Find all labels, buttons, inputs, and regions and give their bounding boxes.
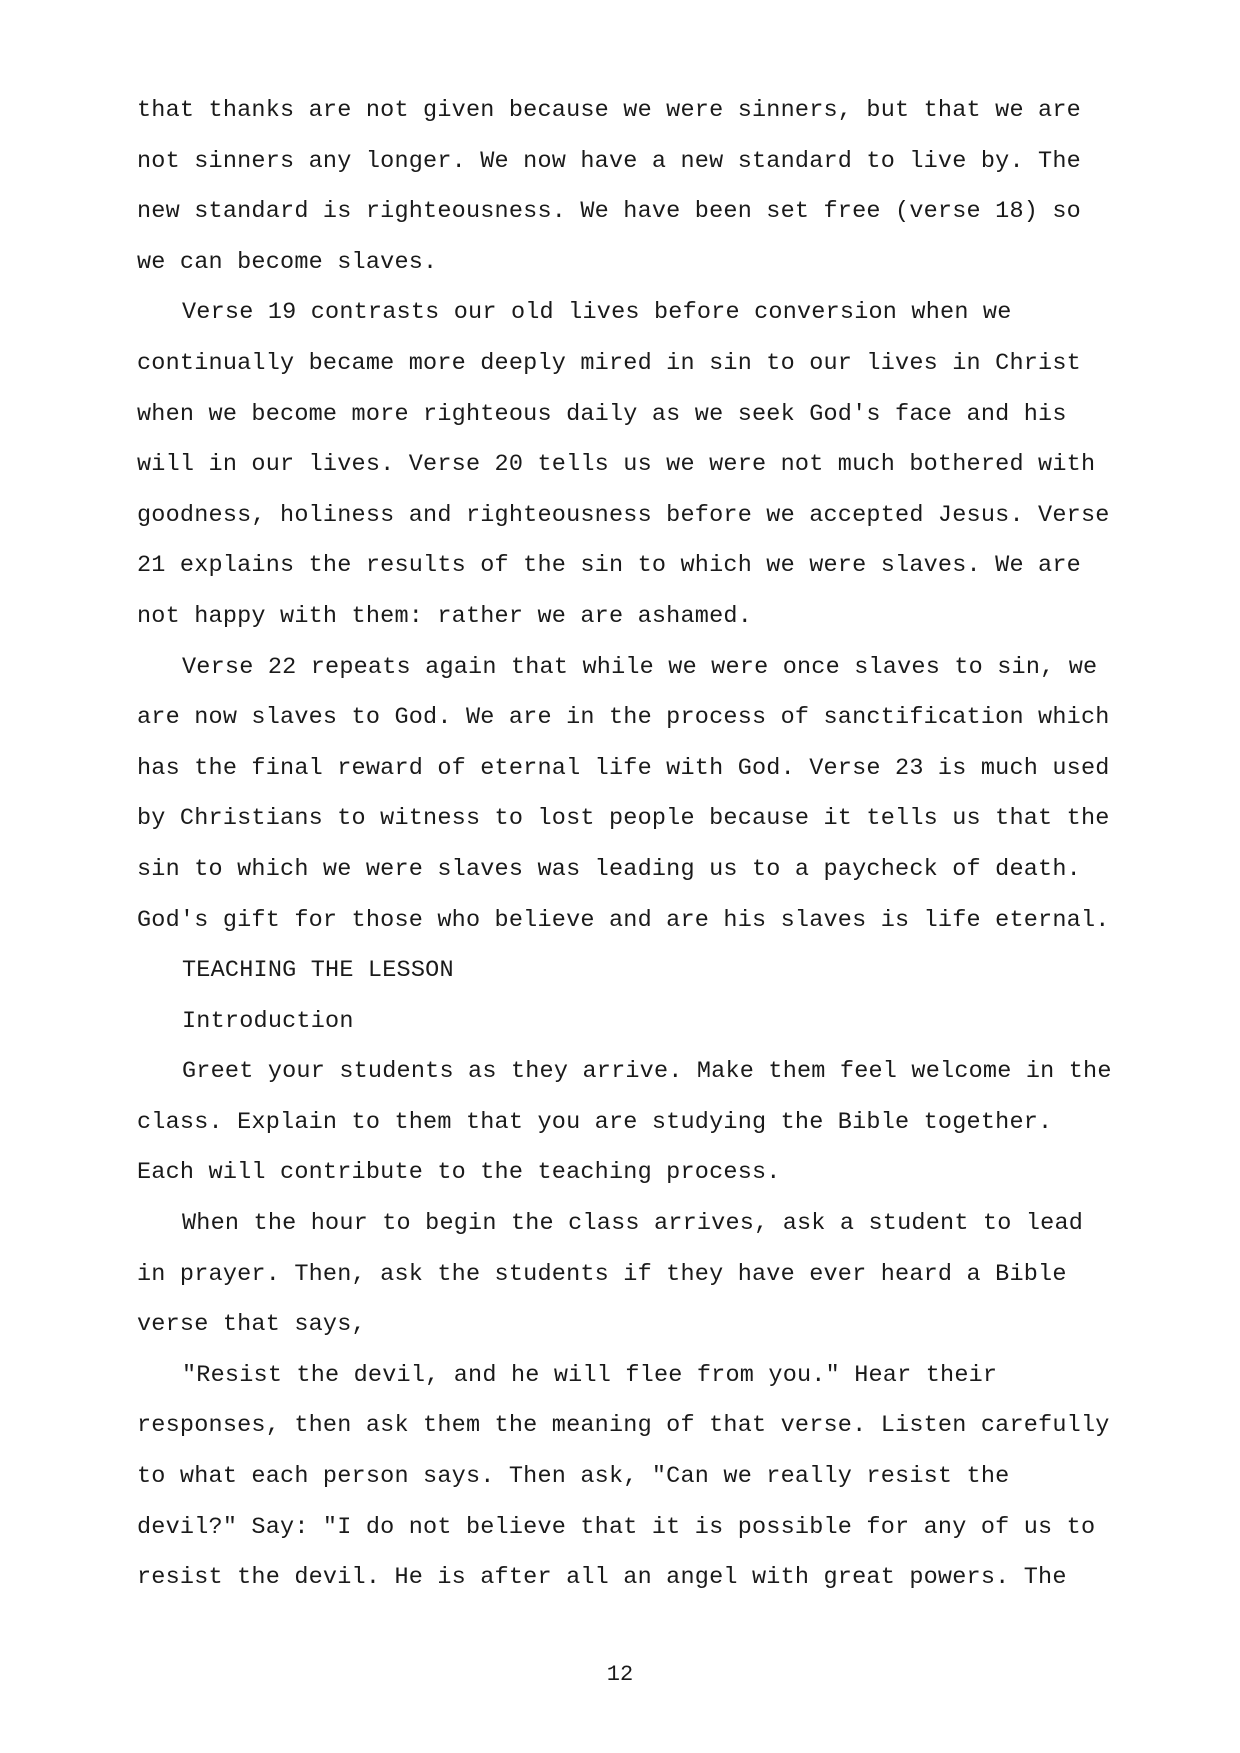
text-line: 21 explains the results of the sin to which we were slaves. We are — [137, 552, 1081, 580]
text-line: are now slaves to God. We are in the process of sanctification which — [137, 704, 1110, 732]
text-line: devil?" Say: "I do not believe that it is possible for any of us to — [137, 1513, 1096, 1541]
text-line: sin to which we were slaves was leading us to a paycheck of death. — [137, 855, 1081, 883]
text-line: resist the devil. He is after all an angel with great powers. The — [137, 1564, 1067, 1592]
text-line: by Christians to witness to lost people because it tells us that the — [137, 805, 1110, 833]
body-text — [137, 86, 1177, 1604]
subsection-heading: Introduction — [182, 1007, 354, 1035]
text-line: Each will contribute to the teaching process. — [137, 1159, 781, 1187]
text-line: Greet your students as they arrive. Make them feel welcome in the — [182, 1058, 1112, 1086]
text-line: God's gift for those who believe and are his slaves is life eternal. — [137, 906, 1110, 934]
text-line: to what each person says. Then ask, "Can we really resist the — [137, 1463, 1010, 1491]
text-line: has the final reward of eternal life with God. Verse 23 is much used — [137, 754, 1110, 782]
text-line: when we become more righteous daily as we seek God's face and his — [137, 400, 1067, 428]
text-line: Verse 22 repeats again that while we were once slaves to sin, we — [182, 653, 1098, 681]
text-line: in prayer. Then, ask the students if they have ever heard a Bible — [137, 1260, 1067, 1288]
text-line: new standard is righteousness. We have been set free (verse 18) so — [137, 198, 1081, 226]
text-line: When the hour to begin the class arrives, ask a student to lead — [182, 1210, 1084, 1238]
text-line: that thanks are not given because we were sinners, but that we are — [137, 97, 1081, 124]
text-line: verse that says, — [137, 1311, 366, 1339]
text-line: goodness, holiness and righteousness before we accepted Jesus. Verse — [137, 501, 1110, 529]
text-line: Verse 19 contrasts our old lives before conversion when we — [182, 299, 1012, 327]
text-line: continually became more deeply mired in sin to our lives in Christ — [137, 349, 1081, 377]
text-line: not happy with them: rather we are ashamed. — [137, 602, 752, 630]
section-heading: TEACHING THE LESSON — [182, 957, 454, 985]
text-line: will in our lives. Verse 20 tells us we were not much bothered with — [137, 451, 1096, 479]
text-line: responses, then ask them the meaning of that verse. Listen carefully — [137, 1412, 1110, 1440]
text-line: we can become slaves. — [137, 248, 438, 276]
text-line: "Resist the devil, and he will flee from you." Hear their — [182, 1361, 998, 1389]
text-line: class. Explain to them that you are studying the Bible together. — [137, 1108, 1053, 1136]
page-number: 12 — [606, 1662, 634, 1687]
text-line: not sinners any longer. We now have a new standard to live by. The — [137, 147, 1081, 175]
